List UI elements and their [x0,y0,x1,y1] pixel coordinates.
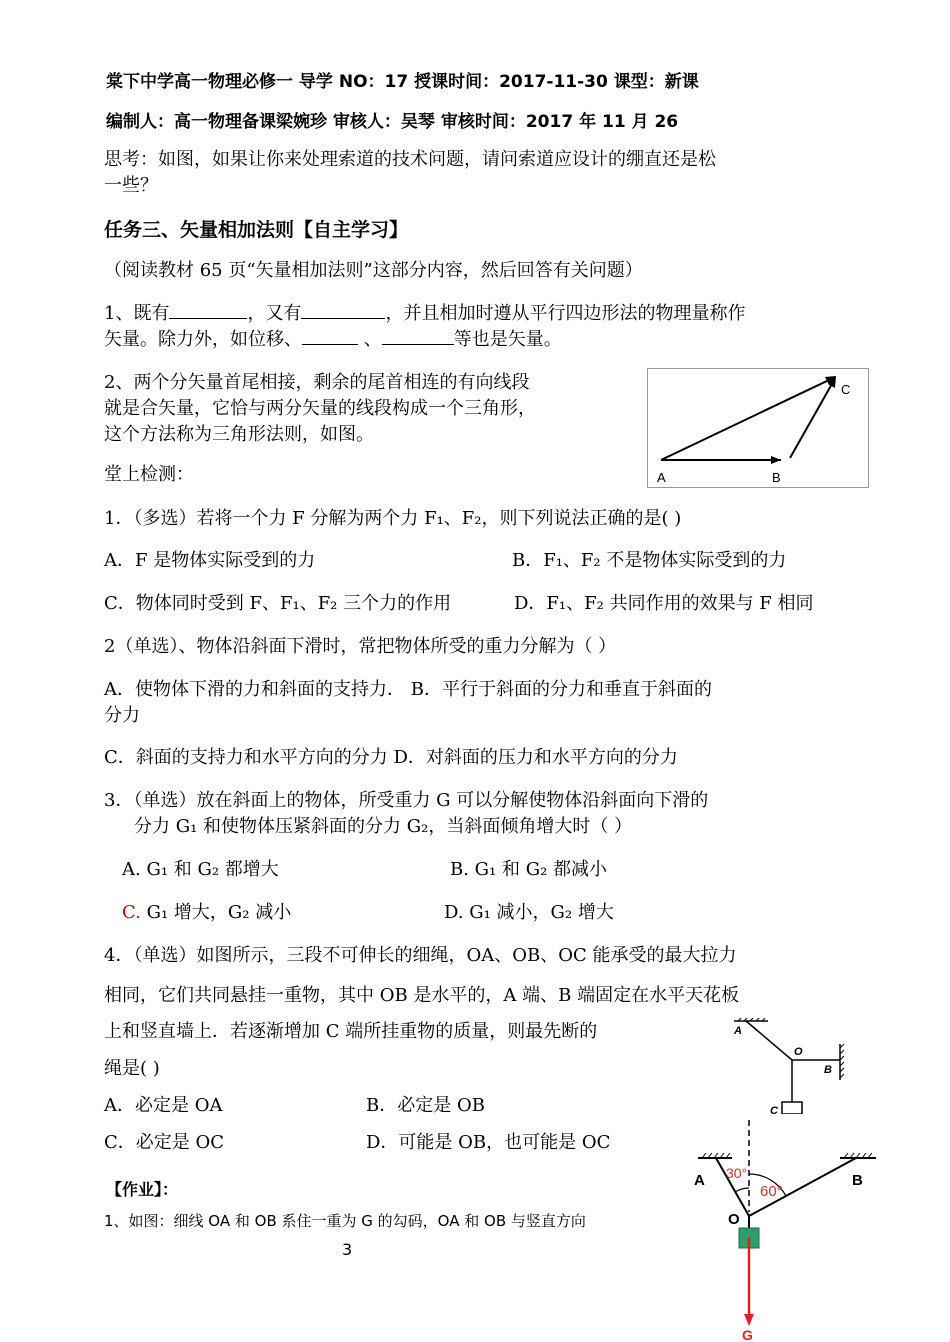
header-line-1: 棠下中学高一物理必修一 导学 NO：17 授课时间：2017-11-30 课型：新课 [106,72,699,92]
item1-text-c: ，并且相加时遵从平行四边形法的物理量称作 [385,303,746,324]
task3-title: 任务三、矢量相加法则【自主学习】 [104,219,409,241]
q4-fig-label-a: A [734,1025,742,1037]
think-line-2: 一些？ [104,175,158,196]
task3-intro: （阅读教材 65 页“矢量相加法则”这部分内容，然后回答有关问题） [104,260,643,281]
q2-options-ab-line1: A．使物体下滑的力和斜面的支持力． B．平行于斜面的分力和垂直于斜面的 [104,679,712,700]
q2-options-ab-line2: 分力 [104,705,140,726]
q4-rope-figure [726,1018,856,1114]
blank-1 [169,300,247,319]
q4-line-3: 上和竖直墙上．若逐渐增加 C 端所挂重物的质量，则最先断的 [104,1021,598,1042]
q3-option-c [122,900,291,926]
q4-option-d: D．可能是 OB，也可能是 OC [366,1132,611,1153]
q1-stem: 1．（多选）若将一个力 F 分解为两个力 F₁、F₂，则下列说法正确的是( ) [104,508,682,529]
q1-option-b: B．F₁、F₂ 不是物体实际受到的力 [512,550,787,571]
header-line-2: 编制人：高一物理备课梁婉珍 审核人：吴琴 审核时间：2017 年 11 月 26 [106,112,679,132]
q4-line-4: 绳是( ) [104,1058,160,1079]
q4-fig-label-c: C [770,1105,778,1114]
q4-fig-label-b: B [824,1064,832,1076]
item1-text-f: 等也是矢量。 [453,329,562,350]
q4-option-a: A．必定是 OA [104,1095,223,1116]
item1-text-a: 1、既有 [104,303,170,324]
q3-option-d: D. G₁ 减小，G₂ 增大 [444,902,614,923]
hw-fig-label-b: B [852,1172,863,1189]
hw-fig-label-o: O [728,1211,740,1228]
q1-option-d: D．F₁、F₂ 共同作用的效果与 F 相同 [514,593,814,614]
task3-item2-line3: 这个方法称为三角形法则，如图。 [104,424,374,445]
q3-option-c-text: G₁ 增大，G₂ 减小 [140,902,292,923]
q1-option-a: A．F 是物体实际受到的力 [104,550,316,571]
item1-text-d: 矢量。除力外，如位移、 [104,329,302,350]
q1-option-c: C．物体同时受到 F、F₁、F₂ 三个力的作用 [104,593,452,614]
angle-30-label: 30° [726,1165,748,1181]
item1-text-b: ，又有 [247,303,302,324]
q4-line-2: 相同，它们共同悬挂一重物，其中 OB 是水平的，A 端、B 端固定在水平天花板 [104,985,740,1006]
q4-line-1: 4．（单选）如图所示，三段不可伸长的细绳，OA、OB、OC 能承受的最大拉力 [104,945,737,966]
task3-item2-line2: 就是合矢量，它恰与两分矢量的线段构成一个三角形， [104,398,536,419]
homework-title: 【作业】： [106,1180,179,1199]
q4-fig-label-o: O [794,1046,803,1058]
check-title: 堂上检测： [104,464,194,485]
homework-figure [688,1118,888,1340]
q3-option-b: B. G₁ 和 G₂ 都减小 [450,859,608,880]
item1-text-e: 、 [358,329,382,350]
q3-option-a: A. G₁ 和 G₂ 都增大 [122,859,279,880]
q3-option-c-letter: C. [122,902,141,923]
triangle-label-b: B [772,470,781,485]
homework-item-1: 1、如图：细线 OA 和 OB 系住一重为 G 的勾码，OA 和 OB 与竖直方向 [104,1212,586,1230]
blank-3 [302,326,358,345]
think-line-1: 思考：如图，如果让你来处理索道的技术问题，请问索道应设计的绷直还是松 [104,149,716,170]
hw-fig-label-a: A [694,1172,705,1189]
q3-stem-line2: 分力 G₁ 和使物体压紧斜面的分力 G₂，当斜面倾角增大时（ ） [134,816,633,837]
task3-item1-line2 [104,326,562,353]
triangle-label-a: A [657,470,666,485]
task3-item1-line1 [104,300,745,327]
page-number: 3 [342,1240,353,1259]
q4-option-c: C．必定是 OC [104,1132,225,1153]
hw-fig-label-g: G [742,1327,753,1340]
q2-options-cd: C．斜面的支持力和水平方向的分力 D．对斜面的压力和水平方向的分力 [104,747,678,768]
task3-item2-line1: 2、两个分矢量首尾相接，剩余的尾首相连的有向线段 [104,372,530,393]
blank-2 [301,300,385,319]
q2-stem: 2（单选）、物体沿斜面下滑时，常把物体所受的重力分解为（ ） [104,636,617,657]
q4-option-b: B．必定是 OB [366,1095,485,1116]
triangle-label-c: C [841,382,851,397]
q3-stem-line1: 3．（单选）放在斜面上的物体，所受重力 G 可以分解使物体沿斜面向下滑的 [104,790,709,811]
blank-4 [382,326,454,345]
triangle-rule-figure [647,368,869,490]
angle-60-label: 60° [760,1183,783,1200]
